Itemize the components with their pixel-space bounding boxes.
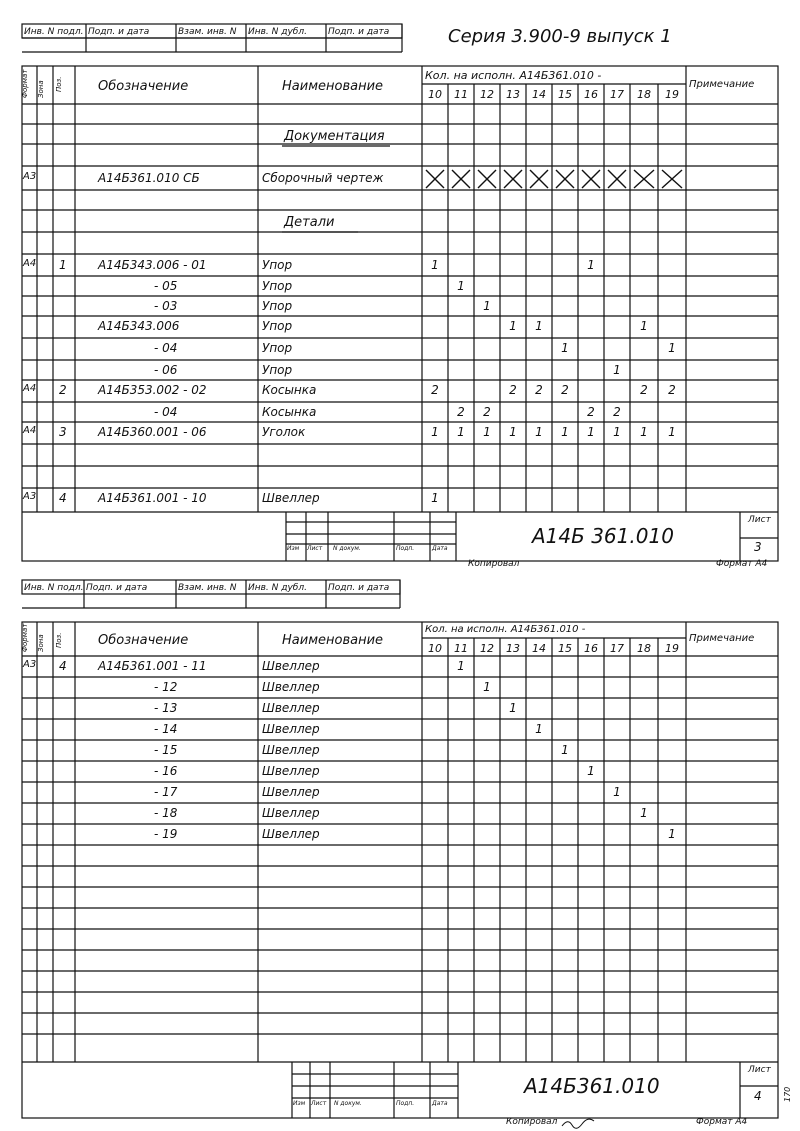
qty-cell: 1 (509, 701, 517, 715)
row-designation: - 16 (154, 764, 178, 778)
variant-10: 10 (428, 88, 442, 101)
col-zone: Зона (37, 80, 45, 98)
stamp-podp-data-2: Подп. и дата (328, 583, 390, 593)
qty-cell: 1 (587, 764, 595, 778)
qty-cell: 1 (640, 319, 648, 333)
qty-cell: 1 (483, 299, 491, 313)
row-name: Швеллер (262, 491, 320, 505)
qty-cell: 1 (535, 425, 543, 439)
stamp-inv-podl: Инв. N подл. (24, 583, 84, 593)
row-designation: - 15 (154, 743, 178, 757)
qty-cell: 1 (535, 722, 543, 736)
row-name: Швеллер (262, 722, 320, 736)
row-position: 3 (59, 425, 67, 439)
row-designation: - 03 (154, 299, 178, 313)
sheet-grid (0, 572, 800, 1131)
page-mark: 170 (783, 1086, 792, 1102)
row-format: А4 (23, 258, 37, 269)
variant-16: 16 (584, 88, 598, 101)
row-format: А4 (23, 383, 37, 394)
row-position: 4 (59, 659, 67, 673)
sheet-number: 3 (754, 540, 762, 554)
row-designation: - 04 (154, 405, 178, 419)
col-note: Примечание (689, 633, 755, 644)
qty-cell: 1 (613, 785, 621, 799)
variant-11: 11 (454, 88, 468, 101)
row-position: 1 (59, 258, 67, 272)
variant-17: 17 (610, 642, 624, 655)
qty-cell: 1 (587, 425, 595, 439)
row-designation: - 17 (154, 785, 178, 799)
qty-cell: 2 (509, 383, 517, 397)
signature-scribble (560, 1117, 600, 1129)
qty-cell: 1 (668, 341, 676, 355)
tb-list: Лист (307, 545, 323, 552)
tb-podp: Подп. (396, 545, 415, 552)
qty-cell: 1 (483, 680, 491, 694)
qty-cell: 1 (509, 425, 517, 439)
sheet-number: 4 (754, 1089, 762, 1103)
copied-label: Копировал (468, 559, 520, 569)
row-name: Швеллер (262, 764, 320, 778)
variant-13: 13 (506, 88, 520, 101)
variant-12: 12 (480, 642, 494, 655)
row-name: Упор (262, 279, 293, 293)
stamp-inv-dubl: Инв. N дубл. (248, 583, 307, 593)
variant-13: 13 (506, 642, 520, 655)
qty-cell: 1 (561, 425, 569, 439)
row-designation: А14Б343.006 (98, 319, 180, 333)
tb-list: Лист (311, 1100, 327, 1107)
variant-10: 10 (428, 642, 442, 655)
variant-15: 15 (558, 642, 572, 655)
row-name: Сборочный чертеж (262, 171, 384, 185)
stamp-podp-data: Подп. и дата (86, 583, 148, 593)
row-designation: А14Б361.001 - 10 (98, 491, 207, 505)
qty-cell: 1 (509, 319, 517, 333)
stamp-vzam-inv: Взам. инв. N (178, 27, 237, 37)
qty-cell: 1 (668, 827, 676, 841)
row-designation: - 18 (154, 806, 178, 820)
stamp-inv-dubl: Инв. N дубл. (248, 27, 307, 37)
qty-cell: 1 (431, 258, 439, 272)
variant-11: 11 (454, 642, 468, 655)
tb-data: Дата (432, 545, 448, 552)
qty-cell: 1 (613, 425, 621, 439)
section-documentation: Документация (284, 129, 385, 144)
row-designation: - 19 (154, 827, 178, 841)
qty-cell: 1 (640, 806, 648, 820)
row-name: Упор (262, 299, 293, 313)
qty-cell: 2 (457, 405, 465, 419)
row-designation: - 04 (154, 341, 178, 355)
row-designation: - 05 (154, 279, 178, 293)
qty-cell: 2 (668, 383, 676, 397)
series-title: Серия 3.900-9 выпуск 1 (448, 26, 672, 47)
stamp-vzam-inv: Взам. инв. N (178, 583, 237, 593)
row-name: Швеллер (262, 827, 320, 841)
row-designation: - 14 (154, 722, 178, 736)
tb-izm: Изм (293, 1100, 306, 1107)
row-format: А3 (23, 659, 37, 670)
copied-label: Копировал (506, 1117, 558, 1127)
row-name: Швеллер (262, 743, 320, 757)
col-designation: Обозначение (98, 79, 189, 94)
variant-19: 19 (665, 642, 679, 655)
variant-14: 14 (532, 88, 546, 101)
col-qty-header: Кол. на исполн. А14Б361.010 - (425, 624, 586, 635)
qty-cell: 2 (561, 383, 569, 397)
stamp-podp-data-2: Подп. и дата (328, 27, 390, 37)
row-name: Косынка (262, 383, 317, 397)
variant-15: 15 (558, 88, 572, 101)
tb-podp: Подп. (396, 1100, 415, 1107)
row-name: Упор (262, 319, 293, 333)
variant-18: 18 (637, 642, 651, 655)
row-name: Упор (262, 258, 293, 272)
row-designation: А14Б361.001 - 11 (98, 659, 207, 673)
variant-17: 17 (610, 88, 624, 101)
row-name: Уголок (262, 425, 306, 439)
qty-cell: 1 (431, 425, 439, 439)
stamp-podp-data: Подп. и дата (88, 27, 150, 37)
tb-data: Дата (432, 1100, 448, 1107)
col-qty-header: Кол. на исполн. А14Б361.010 - (425, 69, 602, 82)
row-name: Упор (262, 363, 293, 377)
format-label: Формат А4 (696, 1117, 748, 1127)
row-format: А4 (23, 425, 37, 436)
row-name: Швеллер (262, 785, 320, 799)
row-position: 4 (59, 491, 67, 505)
qty-cell: 2 (483, 405, 491, 419)
qty-cell: 2 (587, 405, 595, 419)
stamp-inv-podl: Инв. N подл. (24, 27, 84, 37)
qty-cell: 1 (587, 258, 595, 272)
format-label: Формат А4 (716, 559, 768, 569)
sheet-label: Лист (748, 1065, 771, 1075)
tb-n-dokum: N докум. (334, 1100, 362, 1107)
variant-16: 16 (584, 642, 598, 655)
sheet-label: Лист (748, 515, 771, 525)
qty-cell: 1 (668, 425, 676, 439)
col-pos: Поз. (55, 76, 63, 92)
spec-sheet-4 (0, 572, 800, 1131)
tb-izm: Изм (287, 545, 300, 552)
section-parts: Детали (284, 215, 335, 230)
row-name: Швеллер (262, 659, 320, 673)
col-note: Примечание (689, 79, 755, 90)
qty-cell: 1 (431, 491, 439, 505)
row-format: А3 (23, 491, 37, 502)
qty-cell: 2 (431, 383, 439, 397)
row-name: Швеллер (262, 680, 320, 694)
qty-cell: 1 (535, 319, 543, 333)
qty-cell: 1 (613, 363, 621, 377)
document-number: А14Б 361.010 (532, 524, 674, 548)
col-format: Формат (21, 69, 29, 98)
qty-cell: 1 (457, 659, 465, 673)
document-number: А14Б361.010 (524, 1074, 660, 1098)
qty-cell: 2 (535, 383, 543, 397)
row-name: Швеллер (262, 701, 320, 715)
variant-18: 18 (637, 88, 651, 101)
qty-cell: 1 (483, 425, 491, 439)
col-name: Наименование (282, 633, 384, 648)
row-designation: А14Б360.001 - 06 (98, 425, 207, 439)
qty-cell: 1 (561, 341, 569, 355)
variant-12: 12 (480, 88, 494, 101)
qty-cell: 1 (561, 743, 569, 757)
row-name: Косынка (262, 405, 317, 419)
row-designation: А14Б353.002 - 02 (98, 383, 207, 397)
variant-14: 14 (532, 642, 546, 655)
row-format: А3 (23, 171, 37, 182)
col-designation: Обозначение (98, 633, 189, 648)
col-zone: Зона (37, 634, 45, 652)
col-name: Наименование (282, 79, 384, 94)
row-designation: - 06 (154, 363, 178, 377)
tb-n-dokum: N докум. (333, 545, 361, 552)
qty-cell: 1 (457, 279, 465, 293)
qty-cell: 2 (613, 405, 621, 419)
col-pos: Поз. (55, 632, 63, 648)
qty-cell: 1 (457, 425, 465, 439)
row-name: Швеллер (262, 806, 320, 820)
col-format: Формат (21, 623, 29, 652)
row-designation: А14Б343.006 - 01 (98, 258, 207, 272)
row-name: Упор (262, 341, 293, 355)
row-designation: А14Б361.010 СБ (98, 171, 200, 185)
row-designation: - 12 (154, 680, 178, 694)
variant-19: 19 (665, 88, 679, 101)
row-designation: - 13 (154, 701, 178, 715)
row-position: 2 (59, 383, 67, 397)
qty-cell: 1 (640, 425, 648, 439)
qty-cell: 2 (640, 383, 648, 397)
